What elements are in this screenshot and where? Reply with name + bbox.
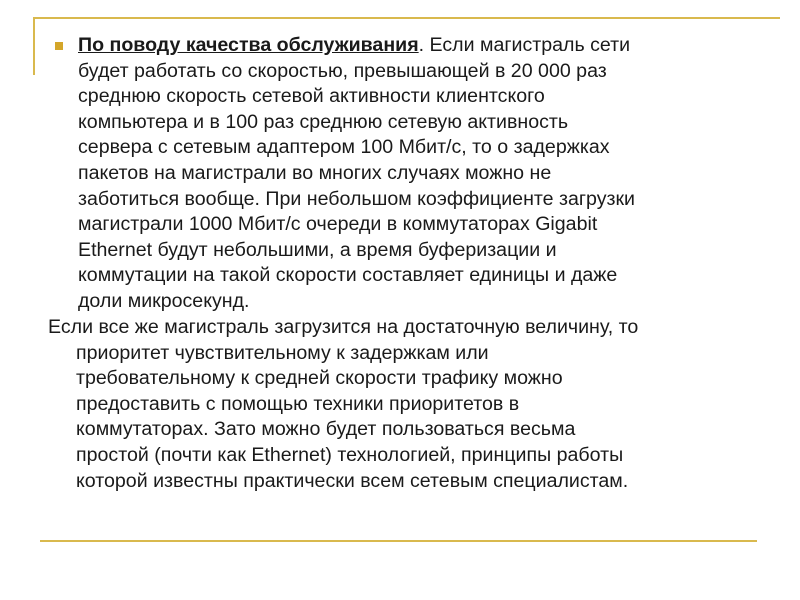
paragraph1-emphasis: По поводу качества обслуживания	[78, 34, 419, 56]
paragraph-quality-of-service	[78, 33, 635, 315]
top-decorative-rule	[33, 17, 780, 19]
paragraph1-line-0	[78, 33, 635, 59]
paragraph1-line: заботиться вообще. При небольшом коэффициенте загрузки	[78, 187, 635, 210]
paragraph1-line: среднюю скорость сетевой активности клиентского	[78, 85, 545, 108]
paragraph1-line: компьютера и в 100 раз среднюю сетевую активность	[78, 110, 569, 133]
paragraph1-line: коммутации на такой скорости составляет единицы и даже	[78, 264, 618, 287]
paragraph2-line: требовательному к средней скорости трафику можно	[76, 367, 563, 390]
paragraph1-line: магистрали 1000 Мбит/с очереди в коммутаторах Gigabit	[78, 213, 598, 236]
paragraph1-line: сервера с сетевым адаптером 100 Мбит/с, то о задержках	[78, 136, 610, 159]
paragraph1-lead-rest: . Если магистраль сети	[418, 34, 631, 56]
paragraph2-line: которой известны практически всем сетевым специалистам.	[76, 469, 629, 492]
left-decorative-rule	[33, 17, 35, 75]
paragraph2-line: коммутаторах. Зато можно будет пользоваться весьма	[76, 418, 576, 441]
paragraph1-line: Ethernet будут небольшими, а время буферизации и	[78, 238, 557, 261]
paragraph1-line: будет работать со скоростью, превышающей в 20 000 раз	[78, 59, 607, 82]
paragraph1-line: пакетов на магистрали во многих случаях можно не	[78, 161, 552, 184]
paragraph2-line: Если все же магистраль загрузится на достаточную величину, то	[48, 316, 639, 338]
paragraph-magistral-load	[48, 315, 638, 494]
paragraph2-line: предоставить с помощью техники приоритетов в	[76, 392, 520, 415]
paragraph2-line: приоритет чувствительному к задержкам или	[76, 341, 489, 364]
paragraph1-line: доли микросекунд.	[78, 289, 250, 312]
bottom-decorative-rule	[40, 540, 757, 542]
paragraph2-line: простой (почти как Ethernet) технологией, принципы работы	[76, 443, 624, 466]
square-bullet-icon	[55, 42, 63, 50]
